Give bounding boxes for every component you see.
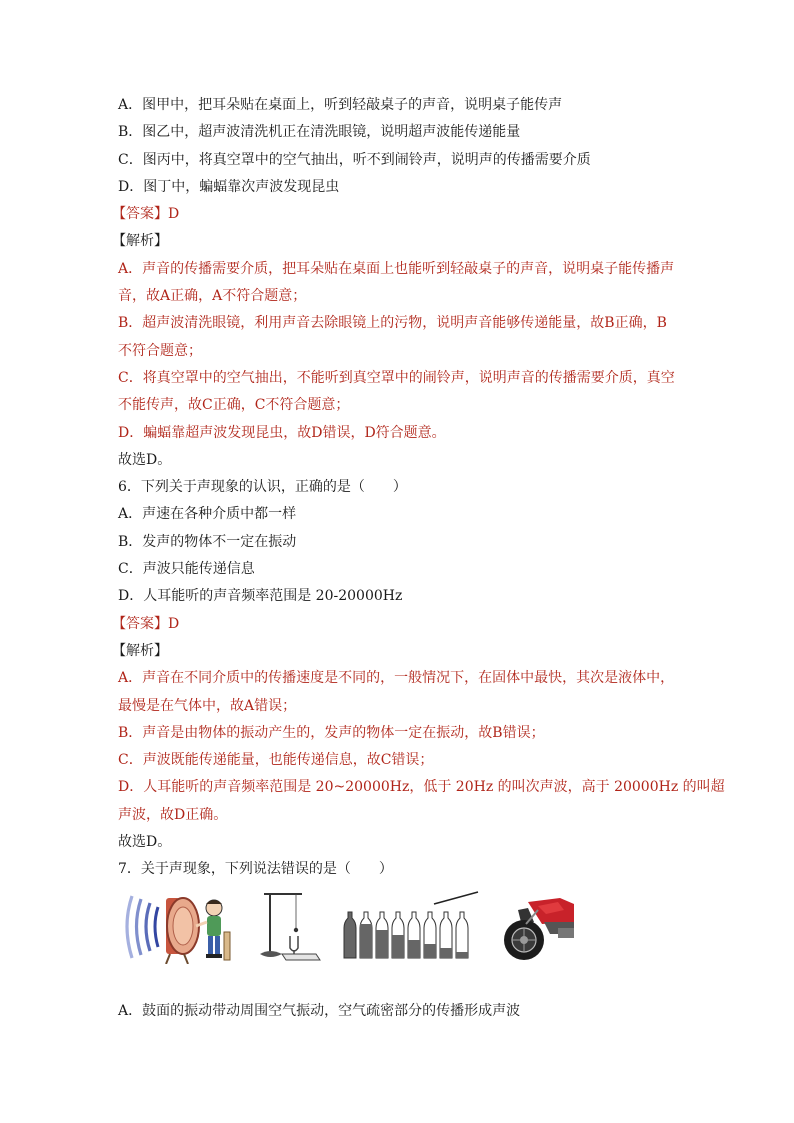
drum xyxy=(166,898,199,964)
q5-options xyxy=(118,92,688,201)
q6-conclusion: 故选D。 xyxy=(118,834,172,851)
q6-analysis-line: B．声音是由物体的振动产生的，发声的物体一定在振动，故B错误； xyxy=(118,724,545,741)
q7-stem: 7．关于声现象，下列说法错误的是（ ） xyxy=(118,861,393,878)
drum-sound-waves-illustration xyxy=(122,888,234,964)
q5-analysis-line: A．声音的传播需要介质，把耳朵贴在桌面上也能听到轻敲桌子的声音，说明桌子能传播声 xyxy=(118,260,675,277)
q5-option-a: A．图甲中，把耳朵贴在桌面上，听到轻敲桌子的声音，说明桌子能传声 xyxy=(118,97,563,113)
q6-options xyxy=(118,501,688,610)
q5-analysis-line: D．蝙蝠靠超声波发现昆虫，故D错误，D符合题意。 xyxy=(118,424,446,441)
sound-wave-arcs xyxy=(127,896,158,958)
q6-analysis-line: 声波，故D正确。 xyxy=(118,806,228,823)
q5-option-c: C．图丙中，将真空罩中的空气抽出，听不到闹铃声，说明声的传播需要介质 xyxy=(118,151,591,168)
q6-analysis-line: D．人耳能听的声音频率范围是 20~20000Hz，低于 20Hz 的叫次声波，高于 20000Hz 的叫超 xyxy=(118,779,725,796)
q5-option-b: B．图乙中，超声波清洗机正在清洗眼镜，说明超声波能传递能量 xyxy=(118,124,521,141)
q6-analysis-label: 【解析】 xyxy=(112,642,168,659)
q5-analysis-line: B．超声波清洗眼镜，利用声音去除眼镜上的污物，说明声音能够传递能量，故B正确，B xyxy=(118,315,667,332)
q6-answer: 【答案】D xyxy=(112,615,180,632)
q6-analysis-line: C．声波既能传递能量，也能传递信息，故C错误； xyxy=(118,752,434,769)
bottles-with-water-illustration xyxy=(342,888,482,964)
q5-analysis-line: 不能传声，故C正确，C不符合题意； xyxy=(118,397,350,414)
motorcycle-illustration xyxy=(498,888,578,964)
q5-analysis-line: 音，故A正确，A不符合题意； xyxy=(118,288,307,305)
q5-analysis xyxy=(118,256,688,447)
q6-option-b: B．发声的物体不一定在振动 xyxy=(118,533,297,550)
q6-analysis-line: A．声音在不同介质中的传播速度是不同的，一般情况下，在固体中最快，其次是液体中， xyxy=(118,670,675,687)
tuning-fork-pendulum-apparatus-illustration xyxy=(256,888,326,964)
q6-analysis-line: 最慢是在气体中，故A错误； xyxy=(118,697,297,714)
q6-option-d: D．人耳能听的声音频率范围是 20-20000Hz xyxy=(118,588,403,605)
q6-stem: 6．下列关于声现象的认识，正确的是（ ） xyxy=(118,479,407,496)
q6-option-c: C．声波只能传递信息 xyxy=(118,561,255,578)
q7-option-a: A．鼓面的振动带动周围空气振动，空气疏密部分的传播形成声波 xyxy=(118,1002,521,1019)
q5-option-d: D．图丁中，蝙蝠靠次声波发现昆虫 xyxy=(118,178,340,195)
q5-conclusion: 故选D。 xyxy=(118,451,172,468)
q5-analysis-label: 【解析】 xyxy=(112,233,168,250)
q6-option-a: A．声速在各种介质中都一样 xyxy=(118,506,297,523)
q5-analysis-line: 不符合题意； xyxy=(118,342,202,359)
child-figure xyxy=(196,900,230,960)
bottle-row xyxy=(344,912,468,958)
q5-analysis-line: C．将真空罩中的空气抽出，不能听到真空罩中的闹铃声，说明声音的传播需要介质，真空 xyxy=(118,369,675,386)
q7-figures xyxy=(118,888,688,980)
q5-answer: 【答案】D xyxy=(112,206,180,223)
q6-analysis xyxy=(118,665,725,829)
document-content xyxy=(112,92,725,1025)
